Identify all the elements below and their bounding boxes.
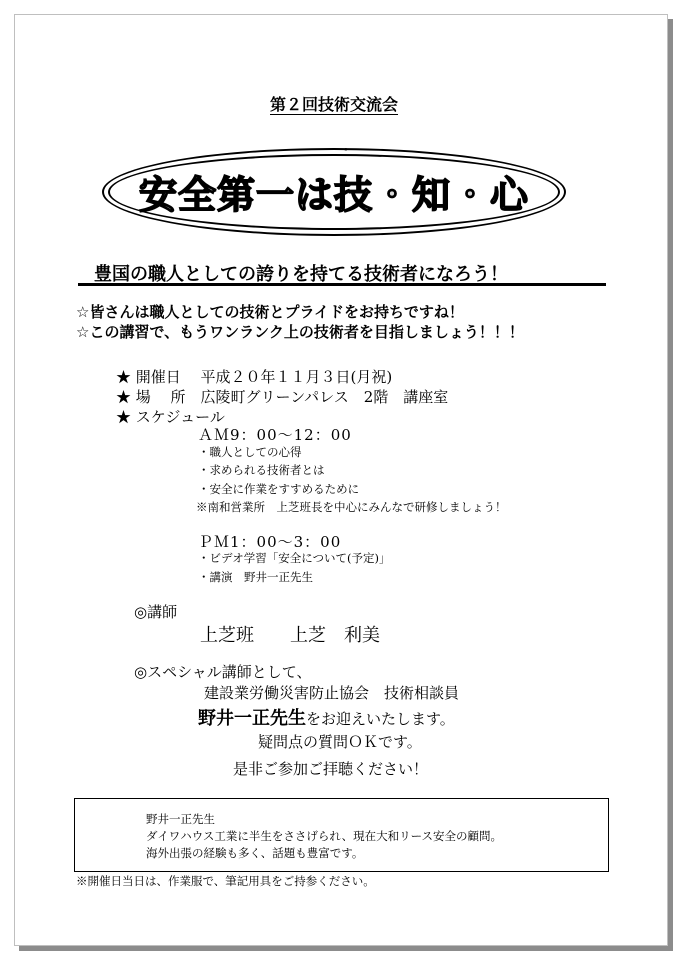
special-heading: ◎スペシャル講師として、 xyxy=(134,663,312,681)
profile-line-2: 海外出張の経験も多く、話題も豊富です。 xyxy=(146,846,364,860)
special-guest-suffix: をお迎えいたします。 xyxy=(306,710,455,728)
schedule-heading: ★ スケジュール xyxy=(116,408,225,426)
footer-note: ※開催日当日は、作業服で、筆記用具をご持参ください。 xyxy=(76,874,375,888)
am-note: ※南和営業所 上芝班長を中心にみんなで研修しましょう！ xyxy=(196,500,507,514)
title-ellipse xyxy=(102,148,566,236)
cta-text: 是非ご参加ご拝聴ください！ xyxy=(233,760,429,778)
instructor-name: 上芝班 上芝 利美 xyxy=(200,625,380,646)
special-org: 建設業労働災害防止協会 技術相談員 xyxy=(204,684,460,702)
instructor-heading: ◎講師 xyxy=(134,603,178,621)
pm-item: ・ビデオ学習「安全について(予定)」 xyxy=(198,551,391,565)
am-item: ・安全に作業をすすめるために xyxy=(198,482,360,496)
subtitle-underline xyxy=(78,283,606,286)
profile-name: 野井一正先生 xyxy=(146,812,215,826)
special-guest-line xyxy=(198,704,455,730)
special-guest-name: 野井一正先生 xyxy=(198,708,306,729)
subtitle: 豊国の職人としての誇りを持てる技術者になろう！ xyxy=(94,264,508,285)
am-item: ・求められる技術者とは xyxy=(198,463,325,477)
intro-line-1: ☆皆さんは職人としての技術とプライドをお持ちですね！ xyxy=(76,303,464,321)
event-place: ★ 場 所 広陵町グリーンパレス 2階 講座室 xyxy=(116,388,449,406)
main-title: 安全第一は技・知・心 xyxy=(138,173,529,217)
am-time: ＡＭ9：00～12：00 xyxy=(198,426,352,444)
ellipse-mark: 。 xyxy=(344,142,354,153)
intro-line-2: ☆この講習で、もうワンランク上の技術者を目指しましょう！！！ xyxy=(76,323,524,341)
event-date: ★ 開催日 平成２０年１１月３日(月祝) xyxy=(116,368,393,386)
profile-line-1: ダイワハウス工業に半生をささげられ、現在大和リース安全の顧問。 xyxy=(146,829,503,843)
pm-time: ＰＭ1：00～3：00 xyxy=(198,533,342,551)
pm-item: ・講演 野井一正先生 xyxy=(198,570,313,584)
qa-text: 疑問点の質問ＯＫです。 xyxy=(258,733,422,751)
event-title: 第２回技術交流会 xyxy=(270,95,399,114)
am-item: ・職人としての心得 xyxy=(198,445,302,459)
